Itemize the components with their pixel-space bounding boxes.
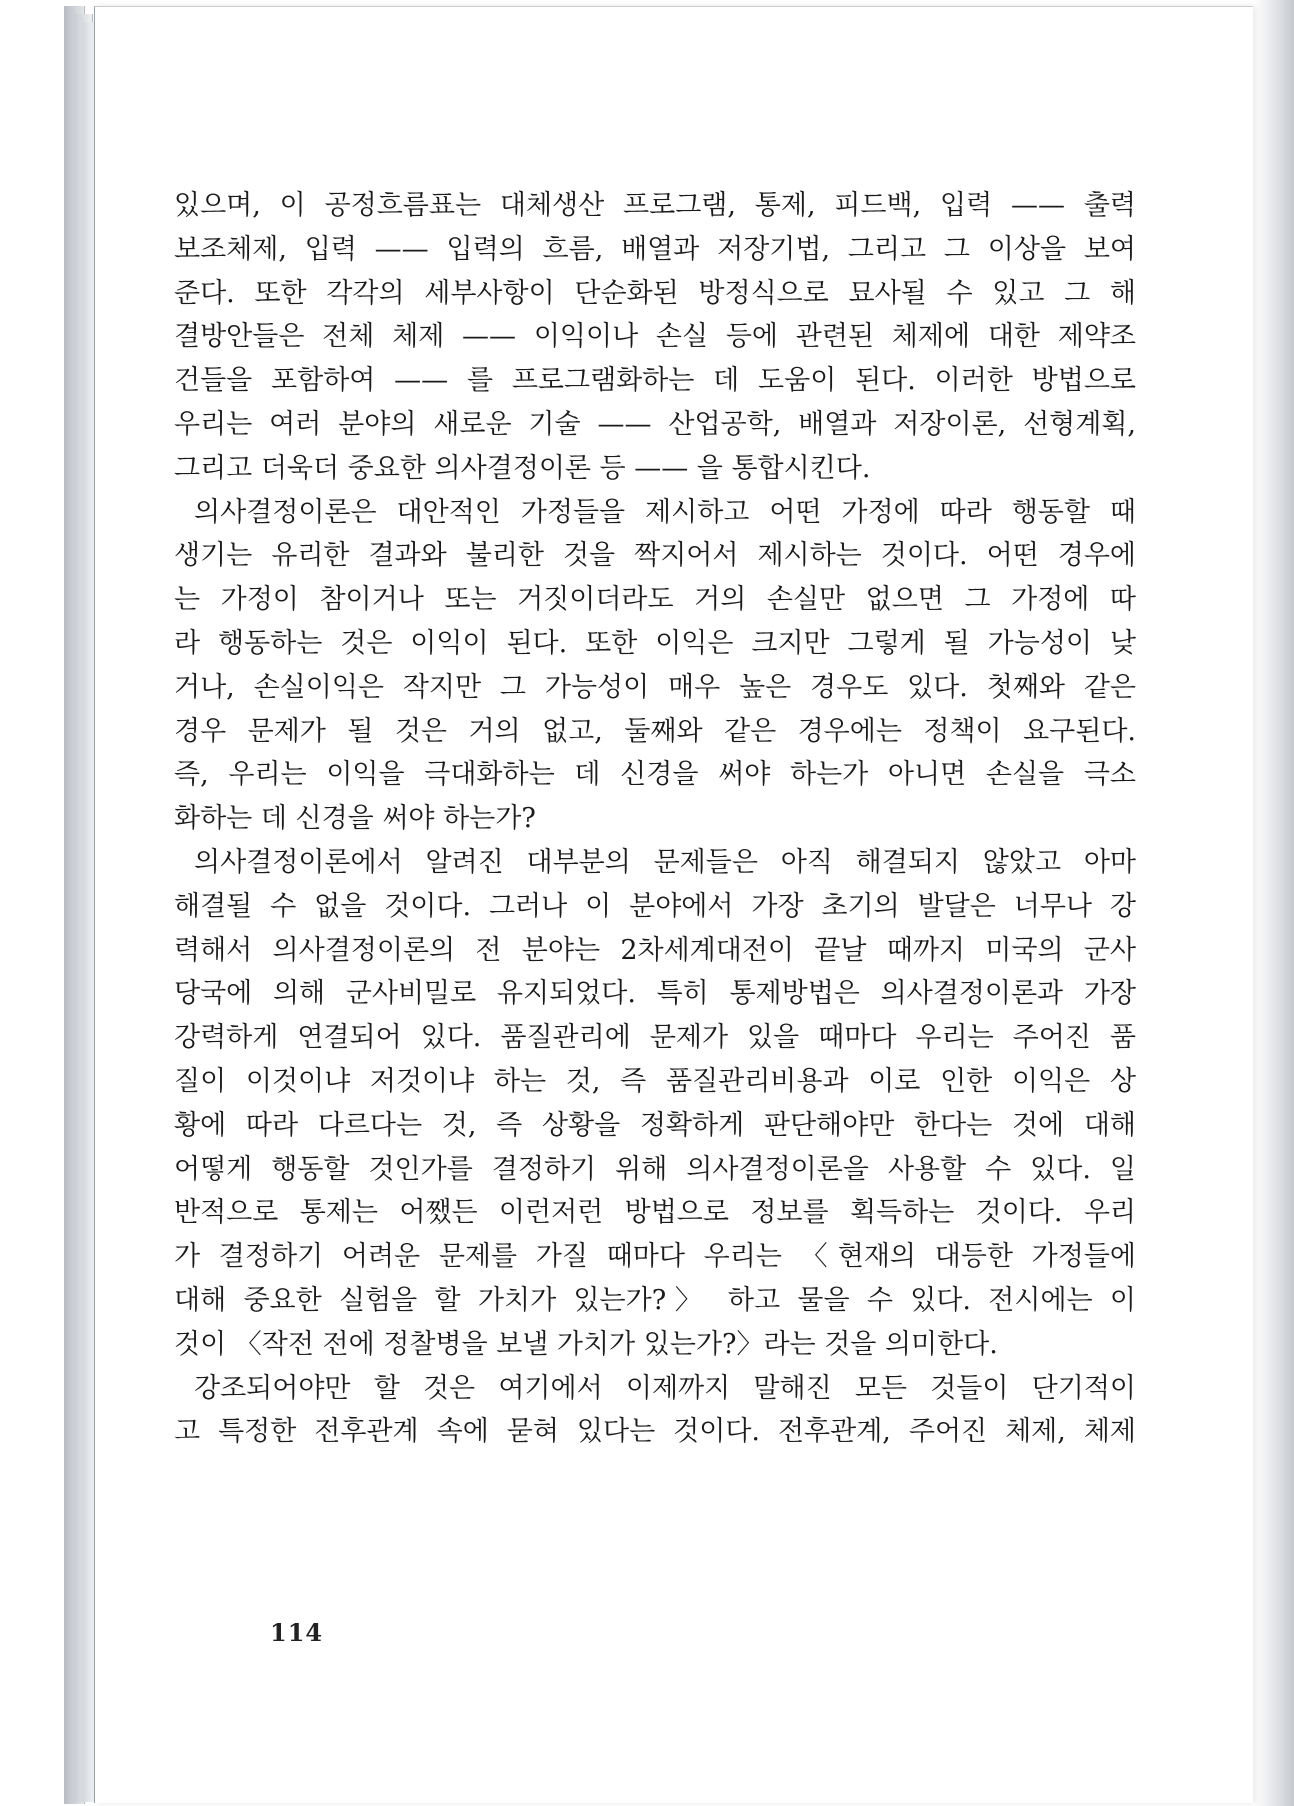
text-line: 는 가정이 참이거나 또는 거짓이더라도 거의 손실만 없으면 그 가정에 따 [174,584,1136,616]
text-line: 즉, 우리는 이익을 극대화하는 데 신경을 써야 하는가 아니면 손실을 극소 [174,759,1136,791]
text-line: 결방안들은 전체 체제 —— 이익이나 손실 등에 관련된 체제에 대한 제약조 [174,321,1136,353]
text-line: 해결될 수 없을 것이다. 그러나 이 분야에서 가장 초기의 발달은 너무나 강 [174,890,1136,922]
text-line: 있으며, 이 공정흐름표는 대체생산 프로그램, 통제, 피드백, 입력 —— 출력 [174,190,1136,221]
text-line: 그리고 더욱더 중요한 의사결정이론 등 —— 을 통합시킨다. [174,452,871,484]
text-line: 당국에 의해 군사비밀로 유지되었다. 특히 통제방법은 의사결정이론과 가장 [174,978,1136,1010]
text-line: 강력하게 연결되어 있다. 품질관리에 문제가 있을 때마다 우리는 주어진 품 [174,1022,1136,1054]
text-line: 화하는 데 신경을 써야 하는가? [174,803,536,835]
body-text [174,184,1136,1454]
text-line: 반적으로 통제는 어쨌든 이런저런 방법으로 정보를 획득하는 것이다. 우리 [174,1197,1136,1229]
text-line: 건들을 포함하여 —— 를 프로그램화하는 데 도움이 된다. 이러한 방법으로 [174,365,1136,397]
text-line: 우리는 여러 분야의 새로운 기술 —— 산업공학, 배열과 저장이론, 선형계획, [174,408,1136,440]
text-line: 준다. 또한 각각의 세부사항이 단순화된 방정식으로 묘사될 수 있고 그 해 [174,277,1136,309]
text-line: 경우 문제가 될 것은 거의 없고, 둘째와 같은 경우에는 정책이 요구된다. [174,715,1136,747]
text-line: 라 행동하는 것은 이익이 된다. 또한 이익은 크지만 그렇게 될 가능성이 낮 [174,627,1136,659]
text-line: 가 결정하기 어려운 문제를 가질 때마다 우리는 〈현재의 대등한 가정들에 [174,1241,1136,1273]
text-line: 력해서 의사결정이론의 전 분야는 2차세계대전이 끝날 때까지 미국의 군사 [174,934,1136,966]
text-line: 의사결정이론에서 알려진 대부분의 문제들은 아직 해결되지 않았고 아마 [194,846,1136,878]
text-line: 대해 중요한 실험을 할 가치가 있는가?〉 하고 물을 수 있다. 전시에는 이 [174,1284,1136,1316]
right-shadow [1254,0,1294,1806]
text-line: 강조되어야만 할 것은 여기에서 이제까지 말해진 모든 것들이 단기적이 [194,1372,1136,1404]
text-line: 보조체제, 입력 —— 입력의 흐름, 배열과 저장기법, 그리고 그 이상을 보여 [174,233,1136,265]
text-line: 생기는 유리한 결과와 불리한 것을 짝지어서 제시하는 것이다. 어떤 경우에 [174,540,1136,572]
page-number: 114 [270,1618,324,1647]
text-line: 질이 이것이냐 저것이냐 하는 것, 즉 품질관리비용과 이로 인한 이익은 상 [174,1065,1136,1097]
text-line: 어떻게 행동할 것인가를 결정하기 위해 의사결정이론을 사용할 수 있다. 일 [174,1153,1136,1185]
text-line: 거나, 손실이익은 작지만 그 가능성이 매우 높은 경우도 있다. 첫째와 같은 [174,671,1136,703]
text-line: 고 특정한 전후관계 속에 묻혀 있다는 것이다. 전후관계, 주어진 체제, 체제 [174,1416,1136,1448]
text-line: 의사결정이론은 대안적인 가정들을 제시하고 어떤 가정에 따라 행동할 때 [194,496,1136,528]
text-line: 황에 따라 다르다는 것, 즉 상황을 정확하게 판단해야만 한다는 것에 대해 [174,1109,1136,1141]
text-line: 것이 〈작전 전에 정찰병을 보낼 가치가 있는가?〉라는 것을 의미한다. [174,1328,998,1360]
